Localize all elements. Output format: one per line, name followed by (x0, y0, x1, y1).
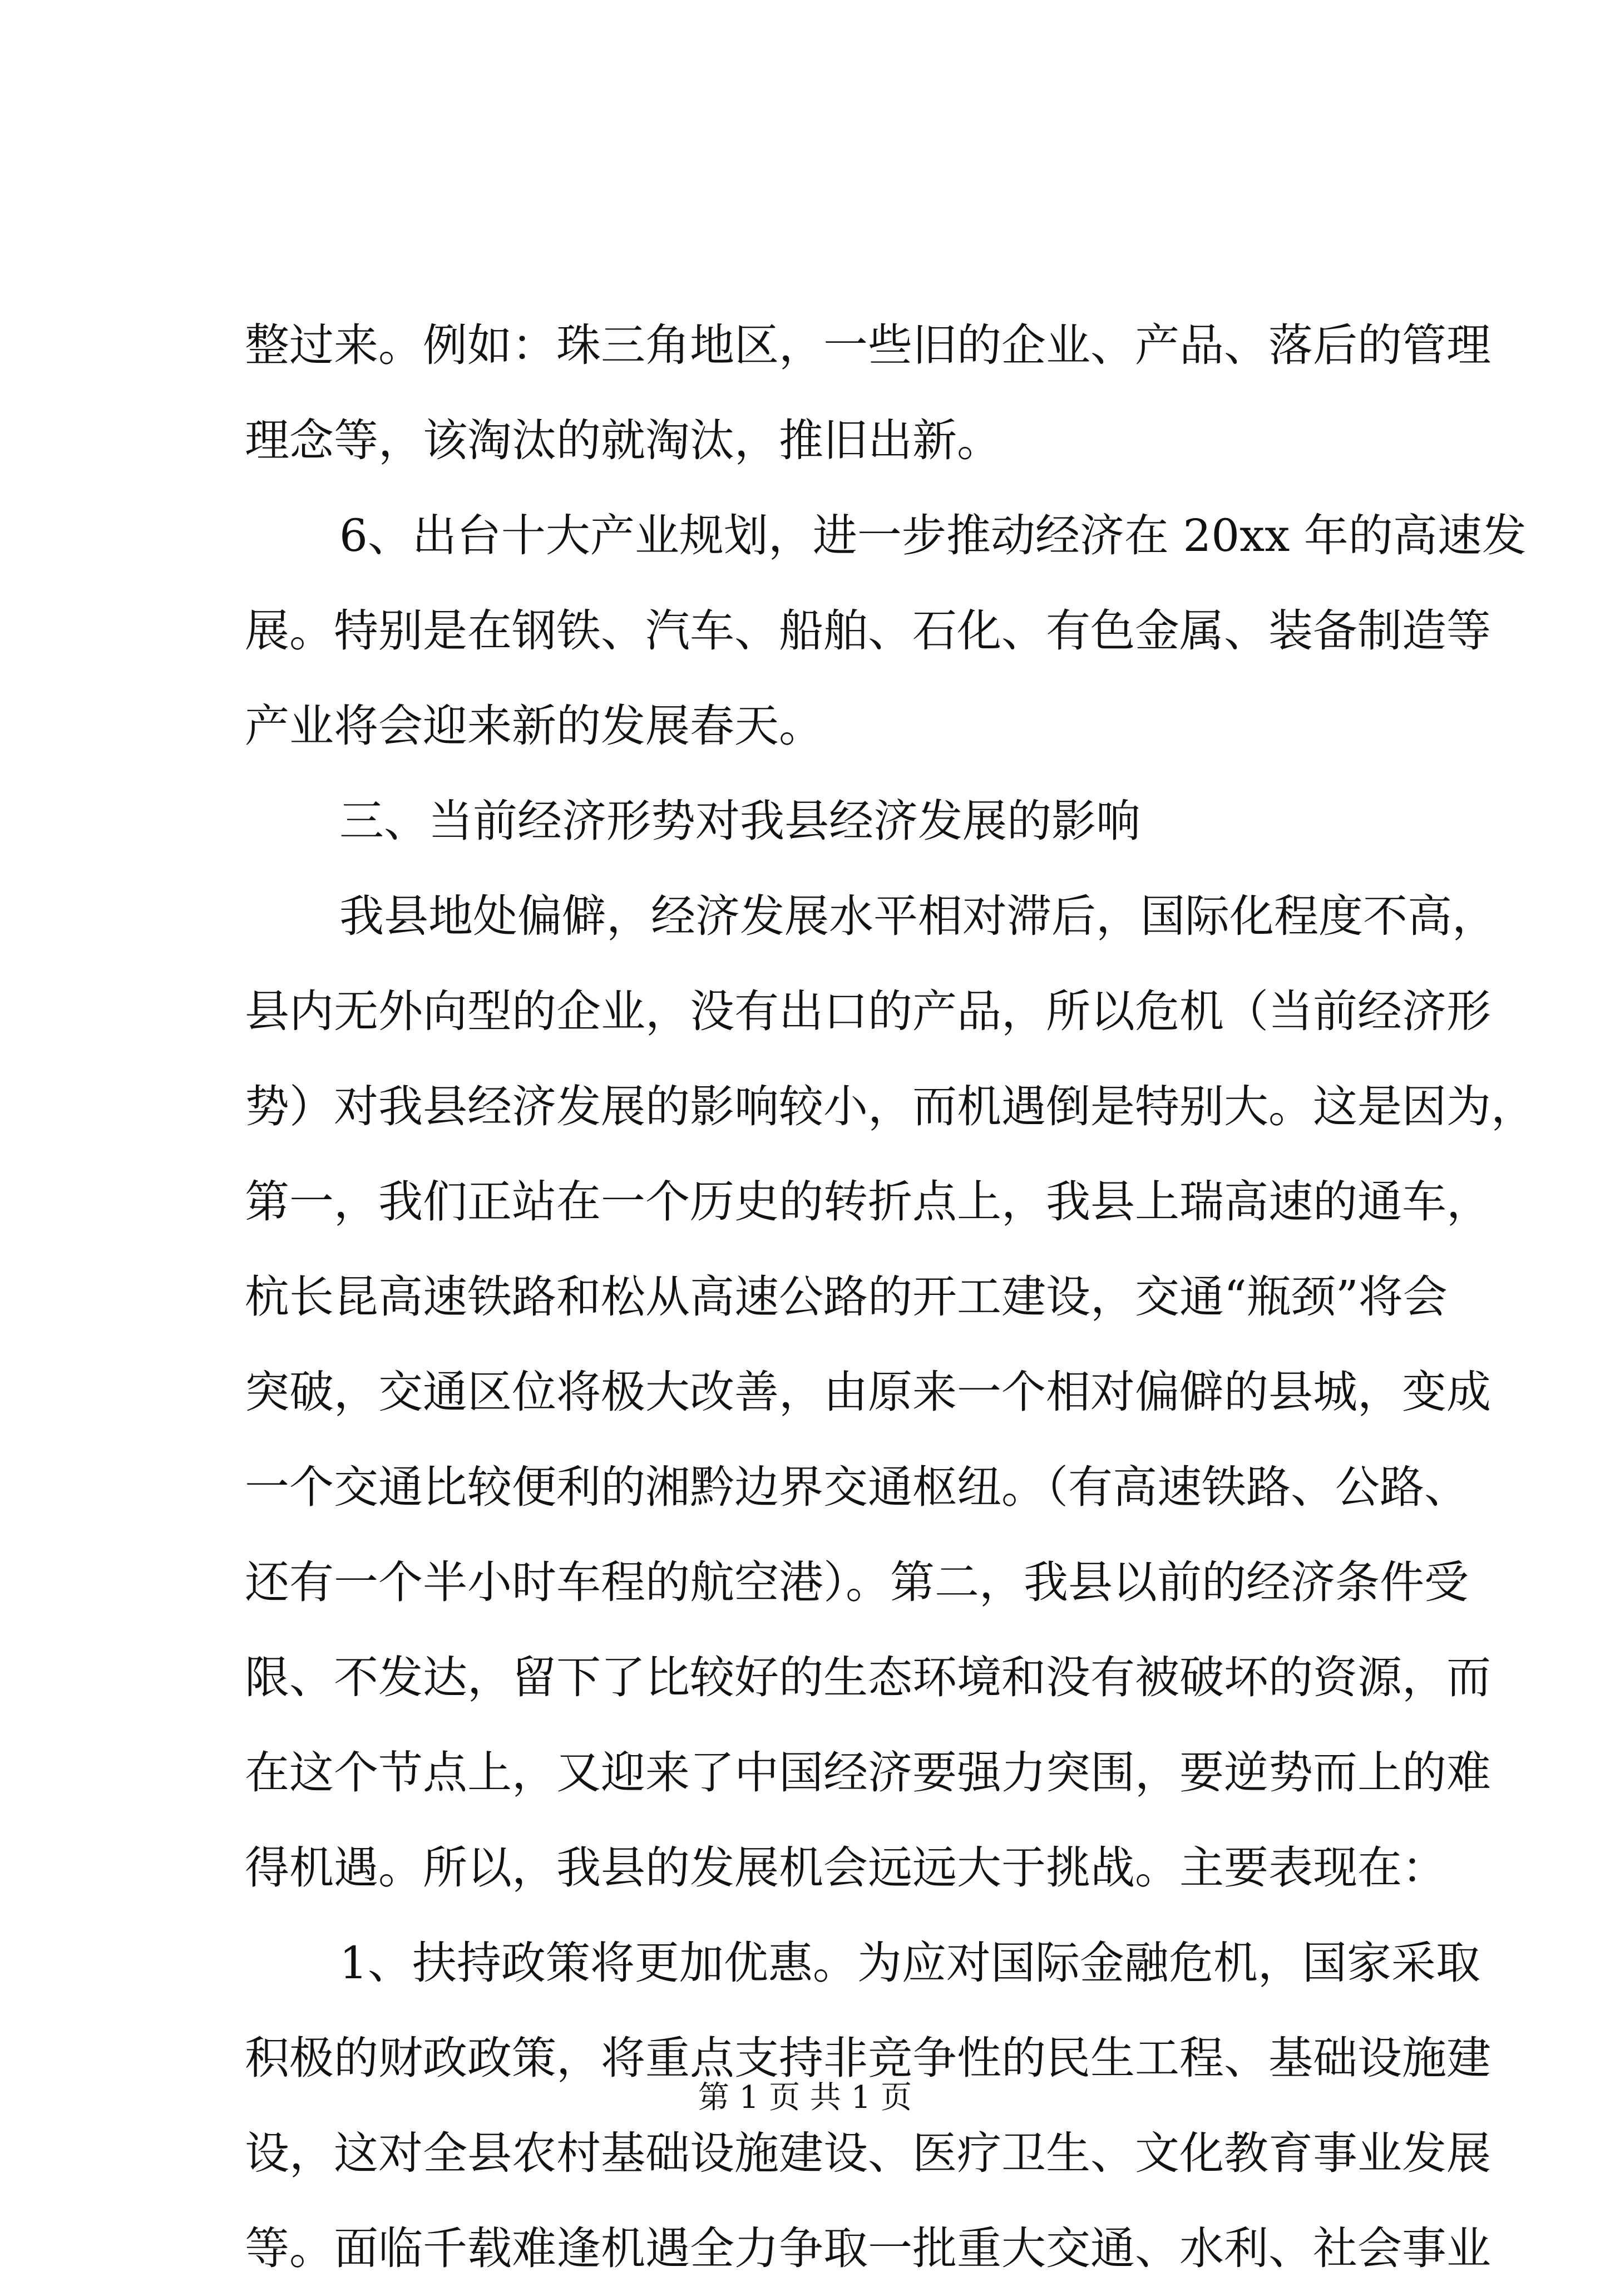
section-heading: 三、当前经济形势对我县经济发展的影响 (339, 795, 1140, 847)
body-text-line: 我县地处偏僻，经济发展水平相对滞后，国际化程度不高， (339, 890, 1497, 942)
document-body (245, 298, 1535, 2296)
body-text-line: 还有一个半小时车程的航空港）。第二，我县以前的经济条件受 (245, 1556, 1469, 1608)
body-text-line: 理念等，该淘汰的就淘汰，推旧出新。 (245, 415, 1001, 466)
body-text-line: 一个交通比较便利的湘黔边界交通枢纽。（有高速铁路、公路、 (245, 1461, 1469, 1513)
body-text-line: 设，这对全县农村基础设施建设、医疗卫生、文化教育事业发展 (245, 2127, 1491, 2179)
body-text-line: 突破，交通区位将极大改善，由原来一个相对偏僻的县城，变成 (245, 1366, 1491, 1418)
body-text-line: 等。面临千载难逢机遇全力争取一批重大交通、水利、社会事业 (245, 2223, 1491, 2274)
body-text-line: 1、扶持政策将更加优惠。为应对国际金融危机，国家采取 (339, 1937, 1480, 1989)
body-text-line: 县内无外向型的企业，没有出口的产品，所以危机（当前经济形 (245, 986, 1491, 1037)
body-text-line: 得机遇。所以，我县的发展机会远远大于挑战。主要表现在： (245, 1842, 1446, 1894)
body-text-line: 6、出台十大产业规划，进一步推动经济在 20xx 年的高速发 (339, 510, 1527, 561)
page-number-footer: 第 1 页 共 1 页 (698, 2080, 912, 2116)
body-text-line: 在这个节点上，又迎来了中国经济要强力突围，要逆势而上的难 (245, 1747, 1491, 1799)
body-text-line: 积极的财政政策，将重点支持非竞争性的民生工程、基础设施建 (245, 2032, 1491, 2084)
body-text-line: 势）对我县经济发展的影响较小，而机遇倒是特别大。这是因为， (245, 1081, 1535, 1132)
body-text-line: 产业将会迎来新的发展春天。 (245, 700, 823, 752)
body-text-line: 整过来。例如：珠三角地区，一些旧的企业、产品、落后的管理 (245, 319, 1491, 371)
body-text-line: 第一，我们正站在一个历史的转折点上，我县上瑞高速的通车， (245, 1176, 1491, 1228)
body-text-line: 限、不发达，留下了比较好的生态环境和没有被破坏的资源，而 (245, 1652, 1491, 1703)
body-text-line: 展。特别是在钢铁、汽车、船舶、石化、有色金属、装备制造等 (245, 605, 1491, 657)
body-text-line: 杭长昆高速铁路和松从高速公路的开工建设，交通“瓶颈”将会 (245, 1271, 1448, 1323)
